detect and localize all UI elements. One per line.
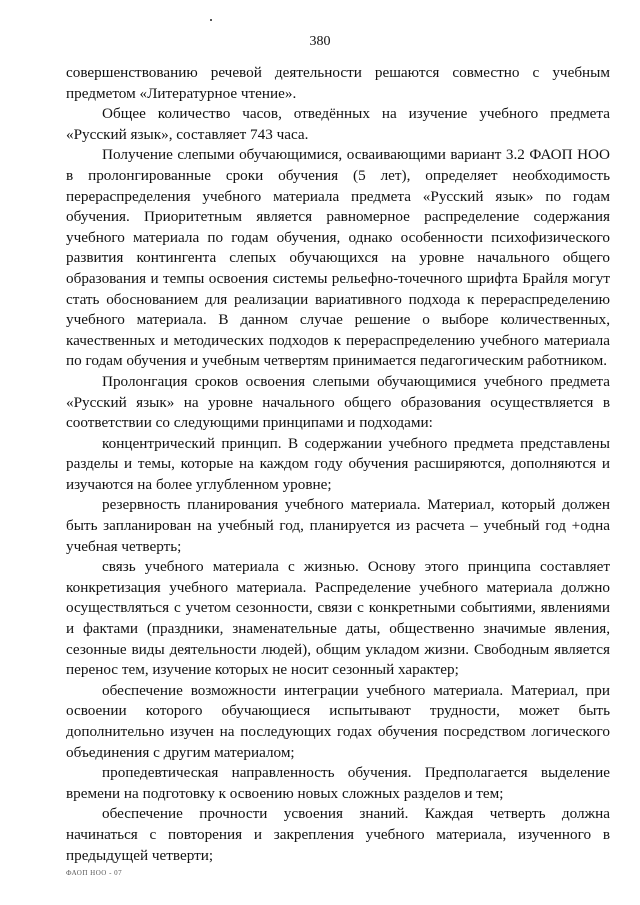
document-body [66, 63, 610, 866]
page-number: 380 [309, 34, 331, 49]
list-item-connection-with-life: связь учебного материала с жизнью. Основу этого принципа составляет конкретизация учебного материала. Распределение учебного материала должно осуществляться с учетом сезонности, связи с конкретными событиями, явлениями и фактами (праздники, знаменательные даты, общественно значимые явления, сезонные виды деятельности людей), общим укладом жизни. Свободным является перенос тем, изучение которых не носит сезонный характер; [66, 558, 610, 679]
paragraph-principles-intro: Пролонгация сроков освоения слепыми обучающимися учебного предмета «Русский язык» на уровне начального общего образования осуществляется в соответствии со следующими принципами и подходами: [66, 372, 610, 432]
footer-document-code: ФАОП НОО - 07 [66, 869, 123, 877]
list-item-integration: обеспечение возможности интеграции учебного материала. Материал, при освоении которого обучающиеся испытывают трудности, может быть дополнительно изучен на последующих годах обучения посредством логического объединения с другим материалом; [66, 681, 610, 761]
paragraph-prolonged-terms: Получение слепыми обучающимися, осваивающими вариант 3.2 ФАОП НОО в пролонгированные сроки обучения (5 лет), определяет необходимость перераспределения учебного материала предмета «Русский язык» по годам обучения. Приоритетным является равномерное распределение содержания учебного материала по годам обучения, однако особенности психофизического развития контингента слепых обучающихся на уровне начального общего образования и темпы освоения системы рельефно-точечного шрифта Брайля могут стать обоснованием для реализации вариативного подхода к перераспределению учебного материала. В данном случае решение о выборе количественных, качественных и методических подходов к перераспределению учебного материала по годам обучения и учебным четвертям принимается педагогическим работником. [66, 146, 610, 370]
paragraph-continuation: совершенствованию речевой деятельности решаются совместно с учебным предметом «Литературное чтение». [66, 64, 610, 102]
list-item-concentric-principle: концентрический принцип. В содержании учебного предмета представлены разделы и темы, которые на каждом году обучения расширяются, дополняются и изучаются на более углубленном уровне; [66, 434, 610, 493]
list-item-durability: обеспечение прочности усвоения знаний. Каждая четверть должна начинаться с повторения и закрепления учебного материала, изученного в предыдущей четверти; [66, 805, 610, 864]
list-item-propaedeutic: пропедевтическая направленность обучения. Предполагается выделение времени на подготовку к освоению новых сложных разделов и тем; [66, 764, 610, 802]
list-item-planning-reserve: резервность планирования учебного материала. Материал, который должен быть запланирован на учебный год, планируется из расчета – учебный год +одна учебная четверть; [66, 496, 610, 555]
scan-speck [210, 19, 212, 21]
paragraph-total-hours: Общее количество часов, отведённых на изучение учебного предмета «Русский язык», составляет 743 часа. [66, 105, 610, 143]
